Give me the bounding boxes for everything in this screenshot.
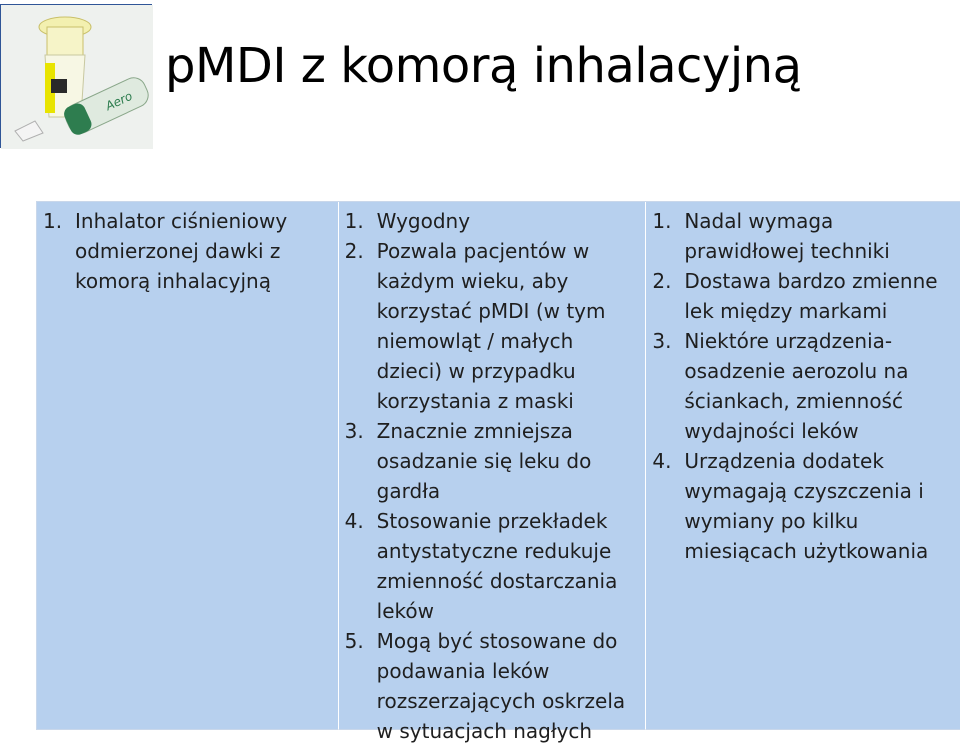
comparison-table	[36, 201, 960, 743]
item-text: Stosowanie przekładek antystatyczne redukuje zmienność dostarczania leków	[376, 509, 618, 623]
item-text: Mogą być stosowane do podawania leków rozszerzających oskrzela w sytuacjach nagłych	[376, 629, 626, 743]
inhaler-spacer-photo	[0, 4, 152, 148]
item-number: 5.	[344, 629, 364, 653]
item-number: 2.	[652, 269, 672, 293]
item-number: 1.	[652, 209, 672, 233]
item-number: 1.	[43, 209, 63, 233]
list-item	[345, 506, 640, 626]
device-column	[37, 202, 339, 730]
item-number: 3.	[344, 419, 364, 443]
item-number: 3.	[652, 329, 672, 353]
item-number: 2.	[344, 239, 364, 263]
list-item	[652, 446, 954, 566]
disadvantages-column	[646, 202, 960, 730]
list-item	[652, 206, 954, 266]
device-list	[43, 206, 332, 296]
page-title: pMDI z komorą inhalacyjną	[165, 38, 802, 94]
list-item	[345, 416, 640, 506]
item-number: 1.	[344, 209, 364, 233]
device-brand-label: Aero	[103, 88, 135, 114]
advantages-list	[345, 206, 640, 746]
list-item	[345, 236, 640, 416]
item-text: Urządzenia dodatek wymagają czyszczenia i wymiany po kilku miesiącach użytkowania	[684, 449, 929, 563]
item-text: Dostawa bardzo zmienne lek między markami	[684, 269, 938, 323]
item-text: Wygodny	[376, 209, 471, 233]
item-number: 4.	[652, 449, 672, 473]
list-item	[652, 266, 954, 326]
item-text: Niektóre urządzenia- osadzenie aerozolu na ściankach, zmienność wydajności leków	[684, 329, 909, 443]
item-number: 4.	[344, 509, 364, 533]
item-text: Inhalator ciśnieniowy odmierzonej dawki z komorą inhalacyjną	[75, 209, 288, 293]
list-item	[652, 326, 954, 446]
list-item	[345, 206, 640, 236]
item-text: Nadal wymaga prawidłowej techniki	[684, 209, 890, 263]
item-text: Pozwala pacjentów w każdym wieku, aby korzystać pMDI (w tym niemowląt / małych dzieci) w przypadku korzystania z maski	[376, 239, 606, 413]
disadvantages-list	[652, 206, 954, 566]
advantages-column	[339, 202, 647, 743]
list-item	[345, 626, 640, 746]
list-item	[43, 206, 332, 296]
item-text: Znacznie zmniejsza osadzanie się leku do gardła	[376, 419, 592, 503]
